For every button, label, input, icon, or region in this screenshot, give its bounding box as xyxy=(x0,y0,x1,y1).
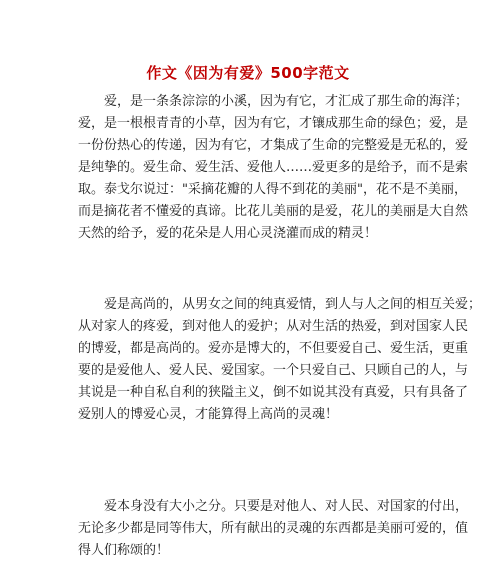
paragraph-line: 爱别人的博爱心灵，才能算得上高尚的灵魂！ xyxy=(78,407,339,422)
paragraph-line: 取。泰戈尔说过："采摘花瓣的人得不到花的美丽"，花不是不美丽， xyxy=(78,182,467,197)
paragraph-line: 的博爱，都是高尚的。爱亦是博大的，不但要爱自己、爱生活，更重 xyxy=(78,341,469,356)
paragraph-2 xyxy=(78,294,482,426)
paragraph-line: 爱，是一条条淙淙的小溪，因为有它，才汇成了那生命的海洋； xyxy=(104,94,469,109)
paragraph-line: 从对家人的疼爱，到对他人的爱护；从对生活的热爱，到对国家人民 xyxy=(78,319,469,334)
paragraph-line: 爱，是一根根青青的小草，因为有它，才镶成那生命的绿色；爱，是 xyxy=(78,116,469,131)
paragraph-line: 天然的给予，爱的花朵是人用心灵浇灌而成的精灵！ xyxy=(78,226,378,241)
paragraph-line: 要的是爱他人、爱人民、爱国家。一个只爱自己、只顾自己的人，与 xyxy=(78,363,469,378)
document-title: 作文《因为有爱》500字范文 xyxy=(146,64,350,82)
paragraph-line: 一份份热心的传递，因为有它，才集成了生命的完整爱是无私的，爱 xyxy=(78,138,469,153)
paragraph-3 xyxy=(78,496,469,562)
paragraph-line: 而是摘花者不懂爱的真谛。比花儿美丽的是爱，花儿的美丽是大自然 xyxy=(78,204,469,219)
paragraph-line: 是纯挚的。爱生命、爱生活、爱他人……爱更多的是给予，而不是索 xyxy=(78,160,469,175)
paragraph-line: 得人们称颂的！ xyxy=(78,543,170,558)
paragraph-line: 爱本身没有大小之分。只要是对他人、对人民、对国家的付出， xyxy=(104,499,469,514)
paragraph-line: 无论多少都是同等伟大，所有献出的灵魂的东西都是美丽可爱的，值 xyxy=(78,521,469,536)
paragraph-line: 爱是高尚的，从男女之间的纯真爱情，到人与人之间的相互关爱； xyxy=(104,297,482,312)
paragraph-line: 其说是一种自私自利的狭隘主义，倒不如说其没有真爱，只有具备了 xyxy=(78,385,469,400)
paragraph-1 xyxy=(78,91,469,245)
